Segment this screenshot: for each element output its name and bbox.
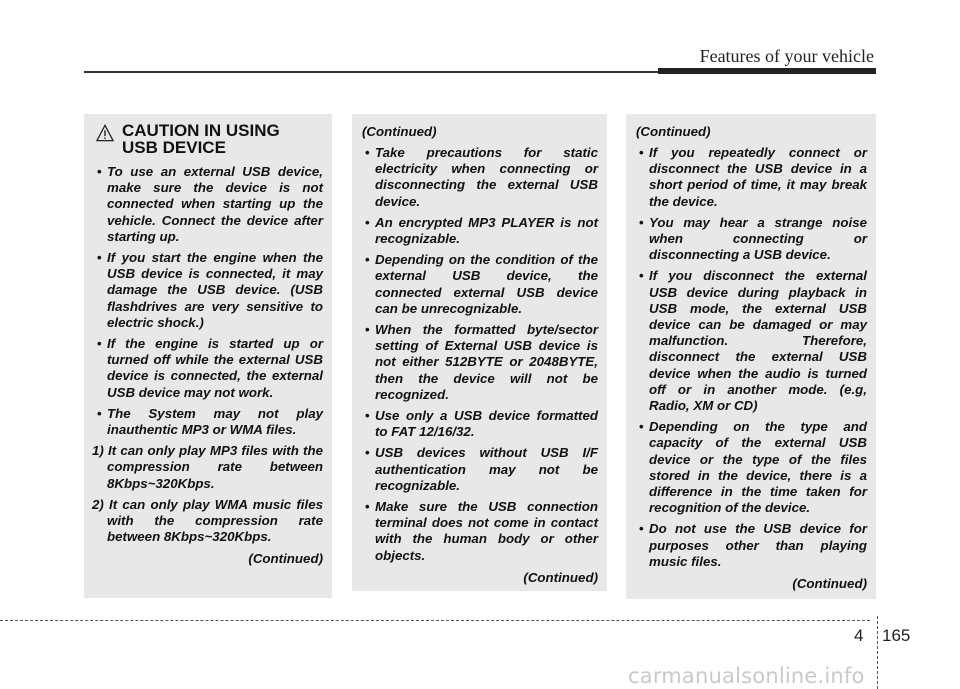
page-number: 165 (882, 626, 911, 645)
page-header-title: Features of your vehicle (699, 46, 874, 66)
list-item: • The System may not play inauthentic MP3 or WMA files. (92, 406, 323, 438)
list-item: • To use an external USB device, make sure the device is not connected when starting up the vehicle. Connect the device after starting up. (92, 164, 323, 245)
list-item: • You may hear a strange noise when connecting or disconnecting a USB device. (634, 215, 867, 264)
caution-title (122, 122, 280, 156)
caution-list-2 (360, 145, 598, 564)
list-item: • If you start the engine when the USB device is connected, it may damage the USB device. (USB flashdrives are very sensitive to electric shock.) (92, 250, 323, 331)
item-number: 1) (92, 443, 104, 459)
caution-panel-1 (84, 114, 332, 598)
item-number: 2) (92, 496, 104, 512)
caution-panel-3 (626, 114, 876, 599)
numbered-item (92, 443, 323, 492)
list-item: • If you disconnect the external USB device during playback in USB mode, the external USB device can be damaged or may malfunction. Therefore, disconnect the external USB device when the audio is turned off or in another mode. (e.g, Radio, XM or CD) (634, 268, 867, 414)
continued-top-label: (Continued) (636, 124, 711, 139)
chapter-number: 4 (854, 626, 864, 645)
caution-list-1 (92, 164, 323, 438)
item-text: It can only play WMA music files with the compression rate between 8Kbps~320Kbps. (107, 496, 323, 545)
list-item: • When the formatted byte/sector setting of External USB device is not either 512BYTE or 2048BYTE, then the device will not be recognized. (360, 322, 598, 403)
continued-label: (Continued) (792, 576, 867, 592)
list-item: • Make sure the USB connection terminal does not come in contact with the human body or other objects. (360, 499, 598, 564)
numbered-item (92, 497, 323, 546)
watermark: carmanualsonline.info (628, 664, 865, 688)
list-item: • Do not use the USB device for purposes other than playing music files. (634, 521, 867, 570)
caution-title-line1: CAUTION IN USING (122, 121, 280, 140)
continued-top-label: (Continued) (362, 124, 437, 139)
list-item: • Depending on the type and capacity of the external USB device or the type of the files stored in the device, there is a difference in the time taken for recognition of the device. (634, 419, 867, 516)
caution-heading (92, 122, 323, 156)
list-item: • If you repeatedly connect or disconnect the USB device in a short period of time, it may break the device. (634, 145, 867, 210)
caution-title-line2: USB DEVICE (122, 138, 226, 157)
caution-panel-2 (352, 114, 607, 591)
continued-label: (Continued) (523, 569, 598, 585)
list-item: • Use only a USB device formatted to FAT 12/16/32. (360, 408, 598, 440)
list-item: • Depending on the condition of the external USB device, the connected external USB device can be unrecognizable. (360, 252, 598, 317)
item-text: It can only play MP3 files with the compression rate between 8Kbps~320Kbps. (107, 443, 323, 491)
numbered-list (92, 443, 323, 545)
caution-list-3 (634, 145, 867, 570)
header-rule (84, 71, 658, 73)
footer-divider (877, 616, 878, 689)
continued-label: (Continued) (248, 551, 323, 567)
header-rule-thick (658, 68, 876, 74)
list-item: • If the engine is started up or turned off while the external USB device is connected, the external USB device may not work. (92, 336, 323, 401)
list-item: • An encrypted MP3 PLAYER is not recognizable. (360, 215, 598, 247)
list-item: • Take precautions for static electricity when connecting or disconnecting the external USB device. (360, 145, 598, 210)
warning-triangle-icon (96, 124, 114, 142)
list-item: • USB devices without USB I/F authentication may not be recognizable. (360, 445, 598, 494)
footer-rule (0, 620, 870, 621)
